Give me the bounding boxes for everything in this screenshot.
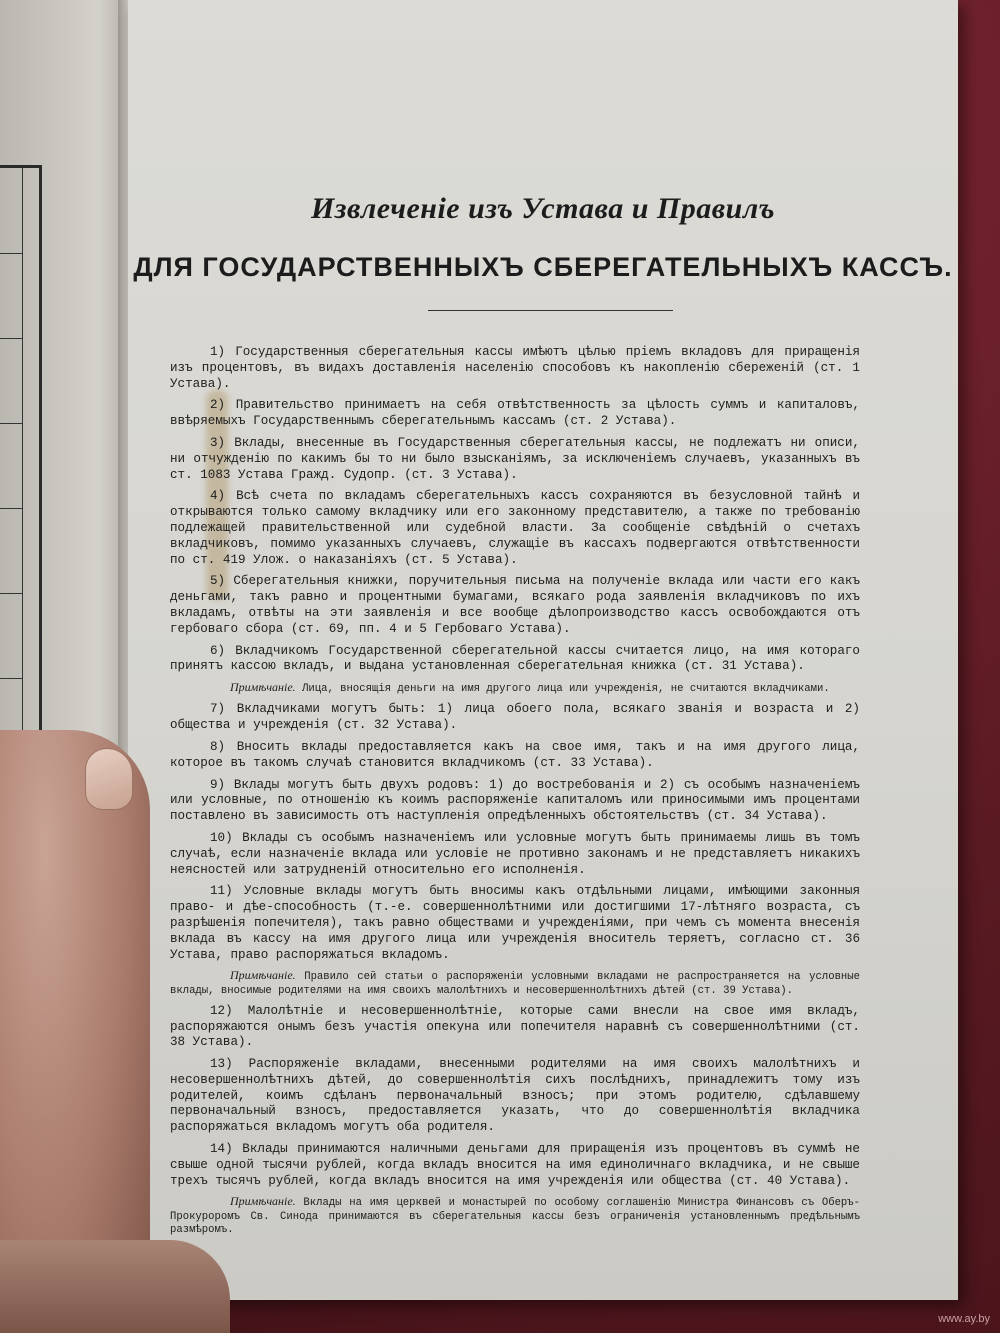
paragraph-12: 12) Малолѣтніе и несовершеннолѣтніе, которые сами внесли на свое имя вкладъ, распоряжаются онымъ безъ участія опекуна или попечителя наравнѣ съ совершеннолѣтними (ст. 38 Устава). — [170, 1003, 860, 1050]
right-page — [128, 0, 958, 1300]
paragraph-13: 13) Распоряженіе вкладами, внесенными родителями на имя своихъ малолѣтнихъ и несовершеннолѣтнихъ дѣтей, до совершеннолѣтія сихъ послѣднихъ, принадлежитъ тому изъ родителей, коимъ сдѣланъ первоначальный взносъ; при этомъ родителю, сдѣлавшему первоначальный взносъ, предоставляется указать, что до совершеннолѣтія вкладчика распоряжаться вкладомъ могутъ оба родителя. — [170, 1057, 860, 1135]
paragraph-8: 8) Вносить вклады предоставляется какъ на свое имя, такъ и на имя другого лица, которое въ такомъ случаѣ становится вкладчикомъ (ст. 33 Устава). — [170, 739, 860, 770]
note-2-text: Правило сей статьи о распоряженіи условными вкладами не распространяется на условные вклады, вносимые родителями на имя своихъ малолѣтнихъ и несовершеннолѣтнихъ дѣтей (ст. 39 Устава). — [170, 971, 861, 997]
paragraph-2: 2) Правительство принимаетъ на себя отвѣтственность за цѣлость суммъ и капиталовъ, ввѣряемыхъ Государственнымъ сберегательнымъ кассамъ (ст. 2 Устава). — [170, 398, 860, 429]
note-1-label: Примѣчаніе. — [230, 680, 296, 695]
note-3-label: Примѣчаніе. — [230, 1194, 296, 1209]
note-2 — [170, 969, 860, 997]
paragraph-4: 4) Всѣ счета по вкладамъ сберегательныхъ кассъ сохраняются въ безусловной тайнѣ и открываются только самому вкладчику или его законному представителю, а также по требованію подлежащей правительственной или судебной власти. За сообщеніе свѣдѣній о счетахъ вкладчиковъ, помимо указанныхъ случаевъ, служащіе въ кассахъ подвергаются отвѣтственности по ст. 419 Улож. о наказаніяхъ (ст. 5 Устава). — [170, 489, 860, 567]
paragraph-10: 10) Вклады съ особымъ назначеніемъ или условные могутъ быть принимаемы лишь въ томъ случаѣ, если назначеніе вклада или условіе не противно законамъ и не представляетъ никакихъ неясностей или затрудненій относительно его исполненія. — [170, 830, 860, 877]
paragraph-11: 11) Условные вклады могутъ быть вносимы какъ отдѣльными лицами, имѣющими законныя право- и дѣе-способность (т.-е. совершеннолѣтними или достигшими 17-лѣтняго возраста, съ разрѣшенія попечителя), такъ равно обществами и учрежденіями, при чемъ съ момента внесенія вклада въ кассу на имя другого лица или учрежденія вноситель теряетъ, согласно ст. 36 Устава, право распоряжаться вкладомъ. — [170, 884, 860, 962]
note-3 — [170, 1195, 860, 1237]
paragraph-7: 7) Вкладчиками могутъ быть: 1) лица обоего пола, всякаго званія и возраста и 2) общества и учрежденія (ст. 32 Устава). — [170, 702, 860, 733]
document-title: Извлеченіе изъ Устава и Правилъ — [310, 192, 776, 225]
note-1 — [170, 681, 860, 696]
paragraph-5: 5) Сберегательныя книжки, поручительныя письма на полученіе вклада или части его какъ деньгами, такъ равно и процентными бумагами, всякаго рода заявленія вкладчиковъ по ихъ вкладамъ, отвѣты на эти заявленія и все вообще дѣлопроизводство кассъ освобождаются отъ гербоваго сбора (ст. 69, пп. 4 и 5 Гербоваго Устава). — [170, 574, 860, 636]
watermark: www.ay.by — [938, 1313, 990, 1325]
paragraph-1: 1) Государственныя сберегательныя кассы имѣютъ цѣлью пріемъ вкладовъ для приращенія изъ процентовъ, въ видахъ доставленія населенію способовъ къ накопленію сбереженій (ст. 1 Устава). — [170, 345, 860, 391]
thumbnail-nail — [85, 748, 133, 810]
paragraph-9: 9) Вклады могутъ быть двухъ родовъ: 1) до востребованія и 2) съ особымъ назначеніемъ или условные, по отношенію къ коимъ распоряженіе капиталомъ или приносимыми имъ процентами поставлено въ зависимость отъ наступленія опредѣленныхъ обстоятельствъ (ст. 34 Устава). — [170, 777, 860, 824]
note-1-text: Лица, вносящія деньги на имя другого лица или учрежденія, не считаются вкладчиками. — [302, 683, 830, 696]
paragraph-14: 14) Вклады принимаются наличными деньгами для приращенія изъ процентовъ въ суммѣ не свыше одной тысячи рублей, когда вкладъ вносится на имя единоличнаго вкладчика, и не свыше трехъ тысячъ рублей, когда вкладъ вносится на имя учрежденія или общества (ст. 40 Устава). — [170, 1142, 860, 1188]
title-divider — [428, 310, 673, 311]
document-body — [170, 345, 860, 1243]
note-2-label: Примѣчаніе. — [230, 968, 296, 983]
paragraph-3: 3) Вклады, внесенные въ Государственныя сберегательныя кассы, не подлежатъ ни описи, ни отчужденію по какимъ бы то ни было взысканіямъ, за исключеніемъ случаевъ, указанныхъ въ ст. 1083 Устава Гражд. Судопр. (ст. 3 Устава). — [170, 435, 860, 482]
document-subtitle: ДЛЯ ГОСУДАРСТВЕННЫХЪ СБЕРЕГАТЕЛЬНЫХЪ КАССЪ. — [133, 252, 953, 282]
finger — [0, 1240, 230, 1333]
note-3-text: Вклады на имя церквей и монастырей по особому соглашенію Министра Финансовъ съ Оберъ-Прокуроромъ Св. Синода принимаются въ сберегательныя кассы безъ ограниченія установленнымъ предѣльнымъ размѣромъ. — [170, 1197, 861, 1236]
paragraph-6: 6) Вкладчикомъ Государственной сберегательной кассы считается лицо, на имя котораго принятъ кассою вкладъ, и выдана установленная сберегательная книжка (ст. 31 Устава). — [170, 643, 860, 674]
